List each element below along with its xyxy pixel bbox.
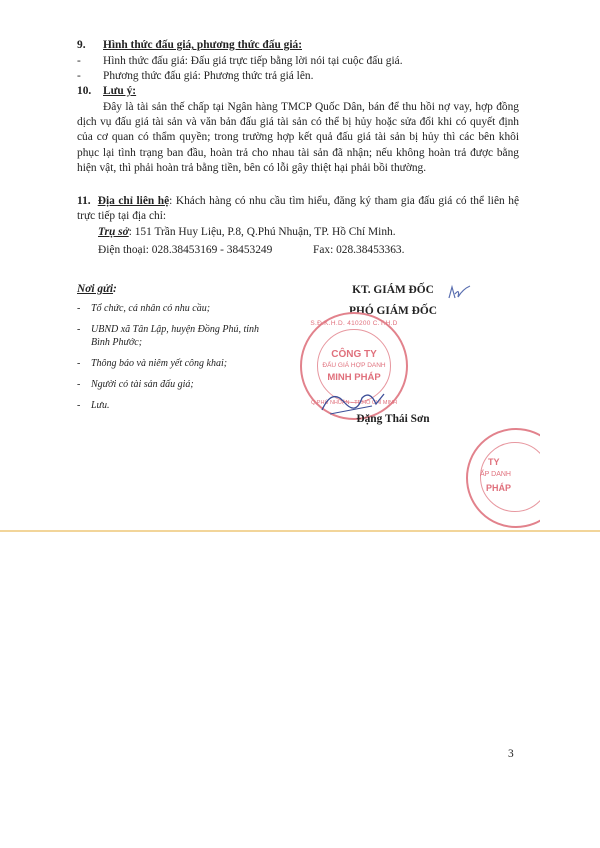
section9-item-1: Hình thức đấu giá: Đấu giá trực tiếp bằng lời nói tại cuộc đấu giá. [103, 55, 403, 67]
partial-stamp-line-2: ẤP DANH [480, 471, 511, 478]
recipients-title-colon: : [113, 283, 117, 295]
recipient-text: Thông báo và niêm yết công khai; [91, 358, 228, 369]
fax-number: Fax: 028.38453363. [313, 244, 405, 256]
recipient-text: Lưu. [91, 400, 110, 411]
recipient-text: Người có tài sản đấu giá; [91, 379, 194, 390]
partial-stamp-line-3: PHÁP [486, 483, 512, 493]
signature-title-2: PHÓ GIÁM ĐỐC [349, 305, 437, 317]
partial-stamp-line-1: TY [488, 457, 500, 467]
recipient-item: - Tổ chức, cá nhân có nhu cầu; [77, 303, 211, 314]
recipients-title [77, 282, 117, 297]
section10-number: 10. [77, 85, 92, 97]
section11-intro: : Khách hàng có nhu cầu tìm hiểu, đăng ký tham gia đấu giá có thể liên hệ trực tiếp tại địa chỉ: [77, 195, 520, 223]
section11-heading: Địa chỉ liên hệ [97, 195, 170, 207]
recipient-item: - Người có tài sản đấu giá; [77, 379, 194, 390]
signature-title-1: KT. GIÁM ĐỐC [352, 284, 434, 296]
recipient-text: Tổ chức, cá nhân có nhu cầu; [91, 303, 211, 314]
section9-number: 9. [77, 39, 86, 51]
stamp-ring-bottom: Q.PHÚ NHUẬN - TP.HỒ CHÍ MINH [311, 400, 397, 406]
recipient-text: UBND xã Tân Lập, huyện Đồng Phú, tỉnh Bình Phước; [91, 324, 260, 348]
section10-heading: Lưu ý: [103, 85, 137, 97]
section10-body: Đây là tài sản thế chấp tại Ngân hàng TMCP Quốc Dân, bán để thu hồi nợ vay, hợp đồng dịch vụ đấu giá tài sản và văn bản đấu giá tài sản có thể bị hủy hoặc sửa đổi khi có quyết định của cơ quan có thẩm quyền; trong trường hợp kết quả đấu giá tài sản bị hủy thì các bên khôi phục lại tình trạng ban đầu, hoàn trả cho nhau tài sản đã nhận; nếu không hoàn trả được bằng hiện vật, thì phải hoàn trả bằng tiền, bên có lỗi gây thiệt hại phải bồi thường. [77, 101, 519, 174]
section9-dash-2: - [77, 70, 81, 82]
office-address [98, 225, 396, 240]
recipient-item: - Lưu. [77, 400, 110, 411]
phone-number: Điện thoại: 028.38453169 - 38453249 [98, 244, 273, 256]
page-number: 3 [508, 748, 514, 760]
office-value: : 151 Trần Huy Liệu, P.8, Q.Phú Nhuận, TP. Hồ Chí Minh. [128, 226, 396, 238]
stamp-line-3: MINH PHÁP [327, 372, 381, 383]
recipients-list [77, 302, 287, 412]
recipient-item: - UBND xã Tân Lập, huyện Đồng Phú, tỉnh Bình Phước; [77, 324, 260, 348]
partial-page-stamp [466, 426, 540, 530]
stamp-line-1: CÔNG TY [331, 349, 377, 360]
section11-number: 11. [77, 195, 91, 207]
section9-heading: Hình thức đấu giá, phương thức đấu giá: [103, 39, 302, 51]
stamp-line-2: ĐẤU GIÁ HỢP DANH [322, 362, 386, 369]
section11-paragraph [77, 194, 519, 224]
stamp-ring-top: S.Đ.K.H.D. 410200 C.T.H.D [310, 320, 398, 327]
handwritten-initial [446, 282, 472, 304]
section9-dash-1: - [77, 55, 81, 67]
section9-item-2: Phương thức đấu giá: Phương thức trả giá lên. [103, 70, 314, 82]
recipient-item: - Thông báo và niêm yết công khai; [77, 358, 228, 369]
fold-line [0, 530, 600, 532]
recipients-title-text: Nơi gửi [77, 283, 114, 295]
office-label: Trụ sở [98, 226, 129, 238]
signer-name: Đặng Thái Sơn [356, 413, 430, 425]
